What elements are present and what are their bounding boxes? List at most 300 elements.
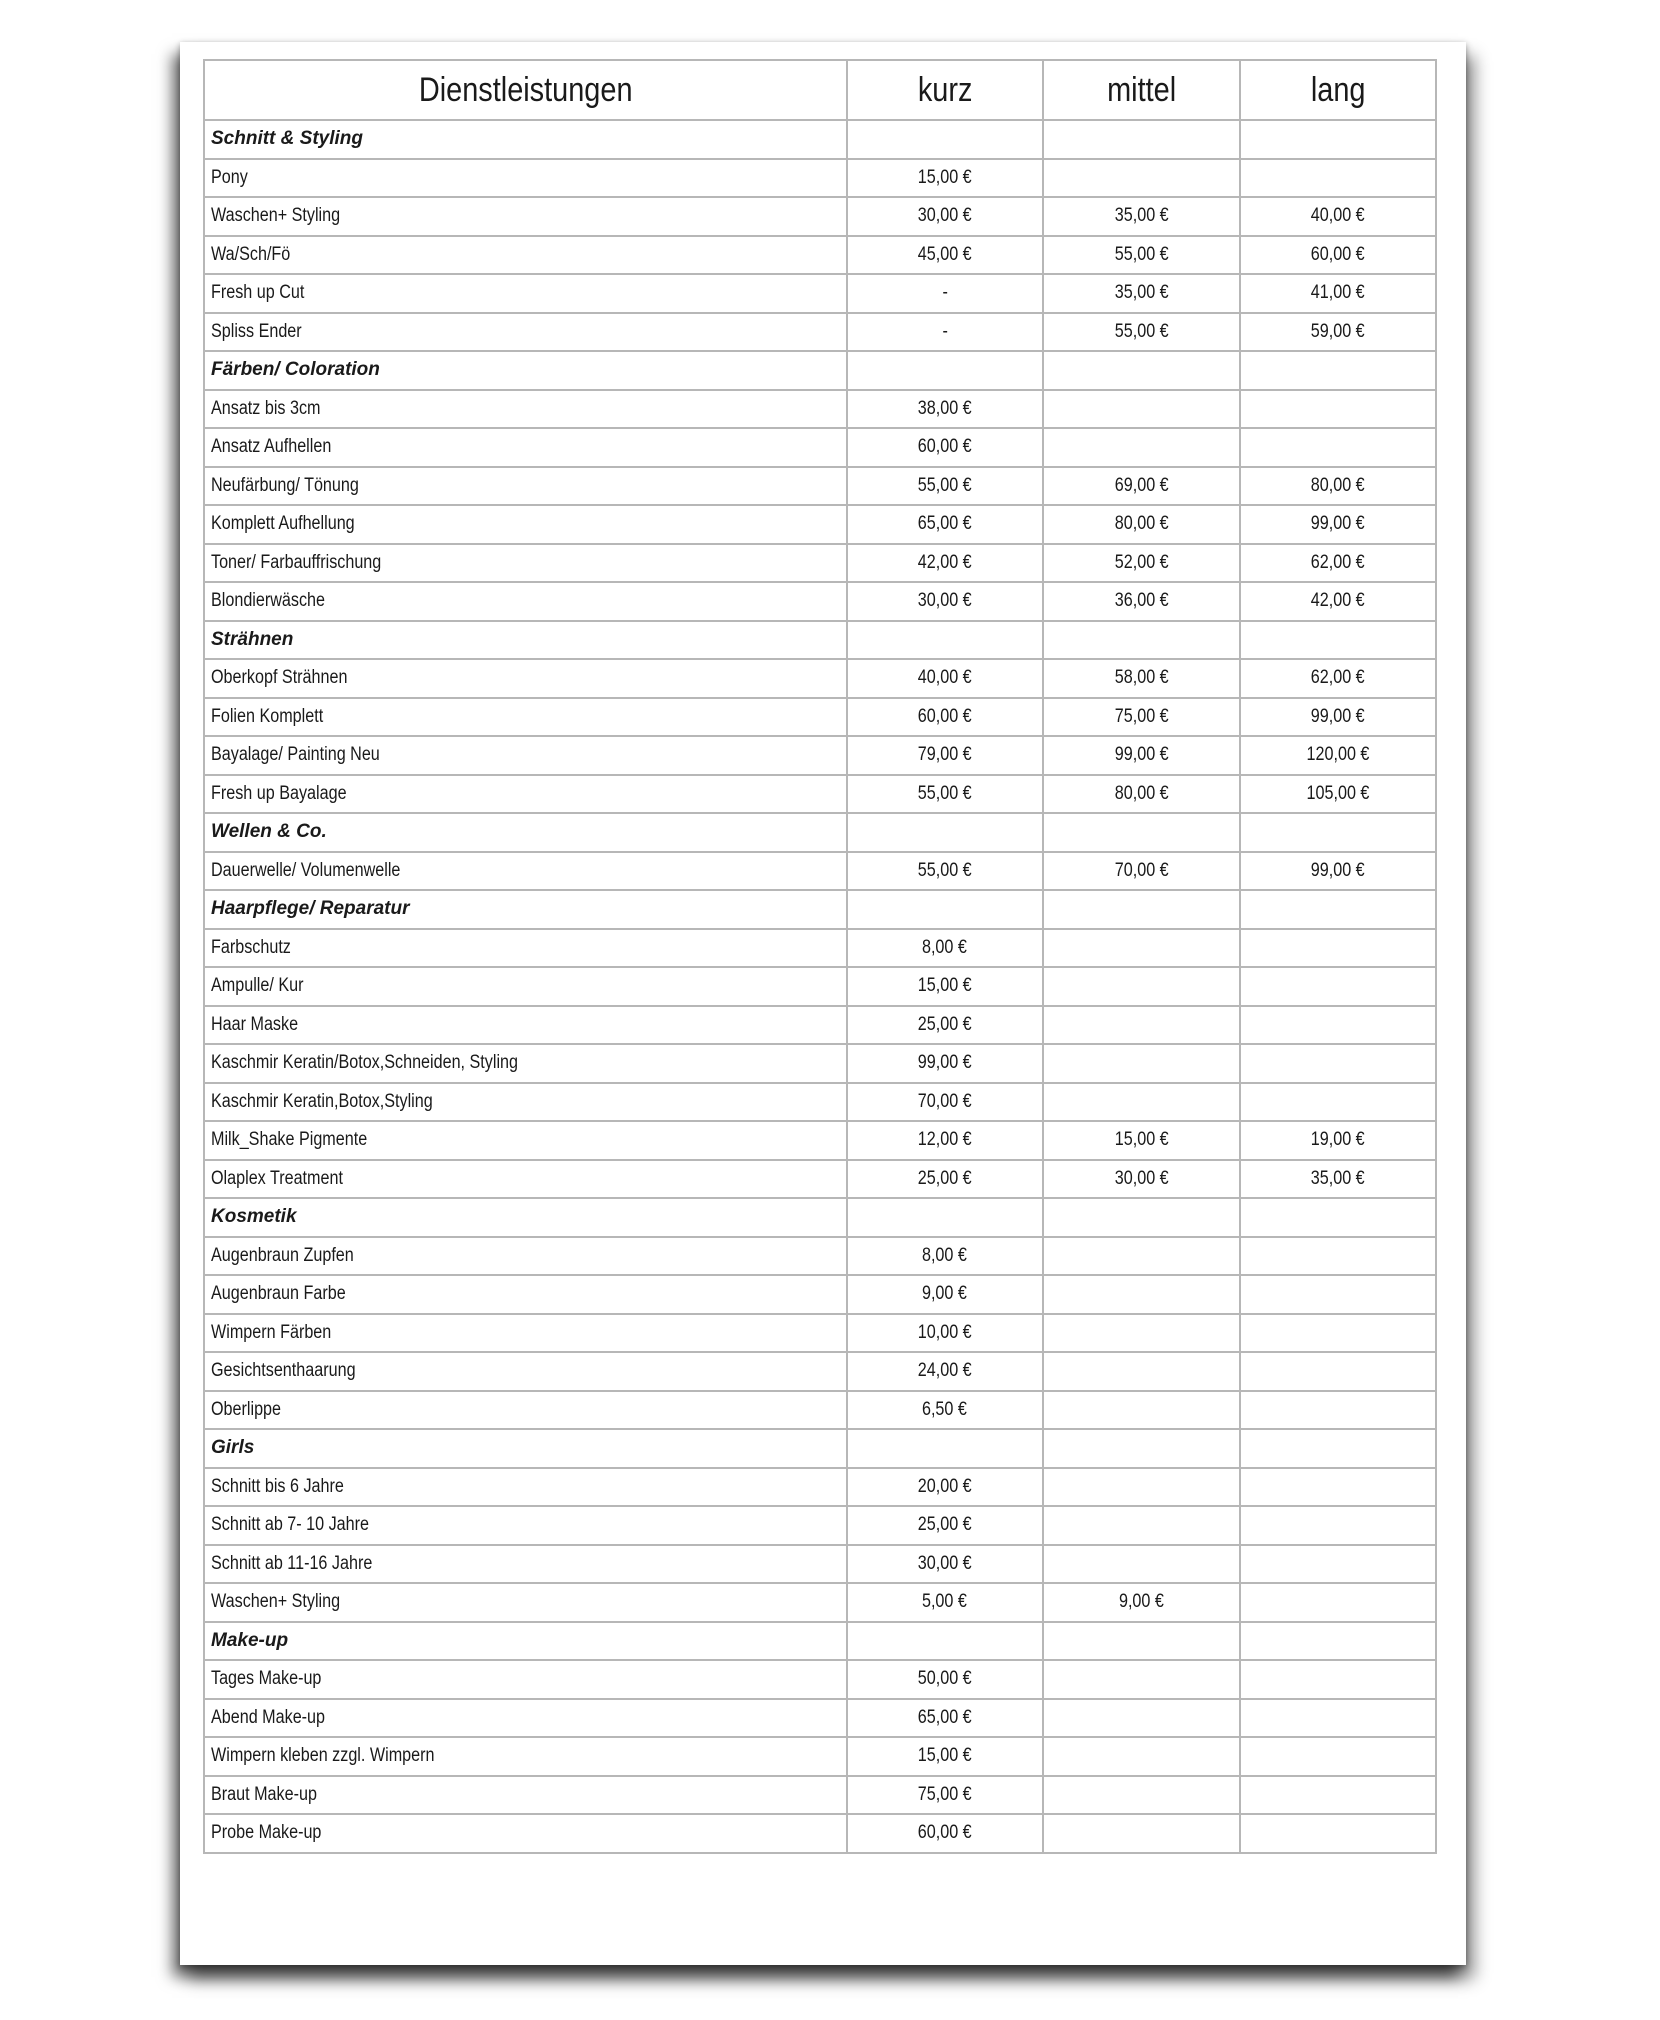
service-name (204, 698, 847, 737)
service-name (204, 1814, 847, 1853)
price-long (1240, 1506, 1436, 1545)
price-medium (1043, 1160, 1239, 1199)
price-long-text: 99,00 € (1310, 513, 1365, 535)
empty-cell (847, 621, 1043, 660)
header-services: Dienstleistungen (204, 60, 847, 120)
table-row (204, 505, 1436, 544)
price-long (1240, 236, 1436, 275)
price-medium (1043, 1776, 1239, 1815)
price-medium-text: 36,00 € (1114, 590, 1169, 612)
price-short (847, 775, 1043, 814)
section-header-row (204, 1198, 1436, 1237)
service-name-text: Olaplex Treatment (211, 1167, 343, 1189)
price-list-sheet (180, 42, 1466, 1965)
table-row (204, 467, 1436, 506)
price-long (1240, 159, 1436, 198)
price-short (847, 852, 1043, 891)
price-long (1240, 1083, 1436, 1122)
service-name-text: Augenbraun Farbe (211, 1283, 346, 1305)
price-short-text: 55,00 € (917, 859, 972, 881)
price-short-text: 25,00 € (917, 1167, 972, 1189)
table-row (204, 1737, 1436, 1776)
price-medium (1043, 274, 1239, 313)
price-long (1240, 1352, 1436, 1391)
service-name-text: Wimpern kleben zzgl. Wimpern (211, 1745, 435, 1767)
price-short-text: 75,00 € (917, 1783, 972, 1805)
price-short-text: 60,00 € (917, 436, 972, 458)
price-long (1240, 1237, 1436, 1276)
price-table-body (204, 120, 1436, 1853)
price-medium-text: 55,00 € (1114, 320, 1169, 342)
service-name-text: Folien Komplett (211, 705, 324, 727)
table-row (204, 967, 1436, 1006)
service-name-text: Neufärbung/ Tönung (211, 474, 359, 496)
table-row (204, 1545, 1436, 1584)
price-long (1240, 1699, 1436, 1738)
price-long (1240, 1814, 1436, 1853)
service-name-text: Ansatz Aufhellen (211, 436, 332, 458)
price-short (847, 236, 1043, 275)
service-name-text: Wimpern Färben (211, 1321, 332, 1343)
section-header-row (204, 351, 1436, 390)
service-name-text: Oberlippe (211, 1398, 282, 1420)
service-name-text: Schnitt ab 7- 10 Jahre (211, 1514, 370, 1536)
empty-cell (1240, 1429, 1436, 1468)
price-medium (1043, 1737, 1239, 1776)
table-row (204, 775, 1436, 814)
table-row (204, 1314, 1436, 1353)
price-short (847, 197, 1043, 236)
table-row (204, 1275, 1436, 1314)
table-row (204, 428, 1436, 467)
price-short-text: 10,00 € (917, 1321, 972, 1343)
price-short-text: 8,00 € (922, 936, 968, 958)
price-long-text: 99,00 € (1310, 859, 1365, 881)
price-short-text: 30,00 € (917, 1552, 972, 1574)
price-short-text: 8,00 € (922, 1244, 968, 1266)
empty-cell (1043, 621, 1239, 660)
price-medium (1043, 428, 1239, 467)
service-name-text: Gesichtsenthaarung (211, 1360, 356, 1382)
price-long-text: 62,00 € (1310, 551, 1365, 573)
service-name-text: Bayalage/ Painting Neu (211, 744, 380, 766)
price-short-text: - (942, 320, 948, 342)
price-long (1240, 467, 1436, 506)
price-short (847, 1006, 1043, 1045)
price-medium-text: 70,00 € (1114, 859, 1169, 881)
section-title: Schnitt & Styling (204, 120, 847, 159)
table-row (204, 582, 1436, 621)
section-title: Kosmetik (204, 1198, 847, 1237)
price-medium-text: 52,00 € (1114, 551, 1169, 573)
price-short (847, 313, 1043, 352)
price-medium (1043, 1083, 1239, 1122)
table-row (204, 736, 1436, 775)
price-short (847, 1352, 1043, 1391)
price-short-text: 6,50 € (922, 1398, 968, 1420)
price-table (203, 59, 1437, 1854)
service-name (204, 1468, 847, 1507)
price-long (1240, 1044, 1436, 1083)
price-short-text: 55,00 € (917, 782, 972, 804)
service-name-text: Ampulle/ Kur (211, 975, 304, 997)
price-medium (1043, 159, 1239, 198)
price-long (1240, 1545, 1436, 1584)
price-short (847, 1545, 1043, 1584)
price-short-text: 70,00 € (917, 1090, 972, 1112)
price-short-text: 99,00 € (917, 1052, 972, 1074)
table-row (204, 274, 1436, 313)
price-long (1240, 274, 1436, 313)
table-row (204, 544, 1436, 583)
price-long (1240, 544, 1436, 583)
service-name (204, 197, 847, 236)
service-name (204, 505, 847, 544)
price-short-text: 65,00 € (917, 513, 972, 535)
service-name (204, 736, 847, 775)
price-medium (1043, 1506, 1239, 1545)
price-medium (1043, 236, 1239, 275)
service-name (204, 1275, 847, 1314)
service-name (204, 929, 847, 968)
price-medium (1043, 197, 1239, 236)
price-long-text: 120,00 € (1306, 744, 1370, 766)
service-name-text: Blondierwäsche (211, 590, 326, 612)
price-long (1240, 428, 1436, 467)
section-header-row (204, 1622, 1436, 1661)
table-row (204, 852, 1436, 891)
price-short (847, 274, 1043, 313)
service-name-text: Oberkopf Strähnen (211, 667, 348, 689)
price-long (1240, 1160, 1436, 1199)
price-long-text: 59,00 € (1310, 320, 1365, 342)
price-medium (1043, 313, 1239, 352)
price-medium (1043, 659, 1239, 698)
service-name (204, 159, 847, 198)
empty-cell (1240, 1622, 1436, 1661)
price-short (847, 1737, 1043, 1776)
header-medium: mittel (1043, 60, 1239, 120)
table-row (204, 1776, 1436, 1815)
service-name (204, 467, 847, 506)
section-title: Wellen & Co. (204, 813, 847, 852)
header-long: lang (1240, 60, 1436, 120)
price-long (1240, 1314, 1436, 1353)
price-medium (1043, 390, 1239, 429)
table-row (204, 390, 1436, 429)
service-name-text: Waschen+ Styling (211, 1591, 341, 1613)
price-short-text: 15,00 € (917, 166, 972, 188)
section-title: Make-up (204, 1622, 847, 1661)
service-name-text: Spliss Ender (211, 320, 302, 342)
service-name-text: Ansatz bis 3cm (211, 397, 321, 419)
service-name-text: Fresh up Bayalage (211, 782, 347, 804)
price-short-text: 20,00 € (917, 1475, 972, 1497)
price-medium-text: 69,00 € (1114, 474, 1169, 496)
price-short-text: 25,00 € (917, 1514, 972, 1536)
price-short (847, 1660, 1043, 1699)
table-row (204, 1699, 1436, 1738)
service-name (204, 1737, 847, 1776)
price-short-text: 65,00 € (917, 1706, 972, 1728)
service-name (204, 1352, 847, 1391)
price-long (1240, 1660, 1436, 1699)
table-row (204, 197, 1436, 236)
service-name (204, 1583, 847, 1622)
empty-cell (847, 1622, 1043, 1661)
table-row (204, 159, 1436, 198)
service-name-text: Pony (211, 166, 248, 188)
empty-cell (1240, 120, 1436, 159)
table-row (204, 1237, 1436, 1276)
price-long-text: 80,00 € (1310, 474, 1365, 496)
price-short-text: 38,00 € (917, 397, 972, 419)
price-short-text: 40,00 € (917, 667, 972, 689)
table-row (204, 929, 1436, 968)
price-short (847, 1275, 1043, 1314)
price-short (847, 390, 1043, 429)
empty-cell (847, 890, 1043, 929)
price-medium (1043, 1468, 1239, 1507)
price-medium (1043, 1660, 1239, 1699)
service-name (204, 1006, 847, 1045)
service-name-text: Milk_Shake Pigmente (211, 1129, 368, 1151)
price-long (1240, 197, 1436, 236)
service-name-text: Waschen+ Styling (211, 205, 341, 227)
price-medium-text: 35,00 € (1114, 282, 1169, 304)
service-name (204, 582, 847, 621)
service-name (204, 967, 847, 1006)
service-name (204, 274, 847, 313)
service-name-text: Dauerwelle/ Volumenwelle (211, 859, 401, 881)
service-name (204, 390, 847, 429)
section-title: Haarpflege/ Reparatur (204, 890, 847, 929)
price-short (847, 159, 1043, 198)
table-row (204, 1121, 1436, 1160)
empty-cell (847, 1198, 1043, 1237)
price-long (1240, 390, 1436, 429)
service-name-text: Probe Make-up (211, 1822, 322, 1844)
price-medium (1043, 1352, 1239, 1391)
service-name (204, 1314, 847, 1353)
price-short (847, 1083, 1043, 1122)
price-short (847, 1391, 1043, 1430)
price-long-text: 99,00 € (1310, 705, 1365, 727)
price-long-text: 60,00 € (1310, 243, 1365, 265)
price-short (847, 544, 1043, 583)
service-name-text: Komplett Aufhellung (211, 513, 355, 535)
price-short (847, 1468, 1043, 1507)
table-row (204, 1044, 1436, 1083)
service-name (204, 1121, 847, 1160)
section-title: Girls (204, 1429, 847, 1468)
service-name (204, 544, 847, 583)
service-name (204, 1776, 847, 1815)
price-long (1240, 967, 1436, 1006)
price-long-text: 62,00 € (1310, 667, 1365, 689)
table-row (204, 1583, 1436, 1622)
empty-cell (1240, 621, 1436, 660)
price-long (1240, 1006, 1436, 1045)
table-row (204, 1660, 1436, 1699)
empty-cell (847, 351, 1043, 390)
price-medium (1043, 1044, 1239, 1083)
service-name (204, 775, 847, 814)
price-short-text: 15,00 € (917, 1745, 972, 1767)
table-row (204, 1006, 1436, 1045)
table-row (204, 313, 1436, 352)
price-long (1240, 698, 1436, 737)
header-short: kurz (847, 60, 1043, 120)
service-name-text: Kaschmir Keratin,Botox,Styling (211, 1090, 433, 1112)
service-name-text: Abend Make-up (211, 1706, 326, 1728)
price-short (847, 582, 1043, 621)
price-medium-text: 58,00 € (1114, 667, 1169, 689)
price-long-text: 105,00 € (1306, 782, 1370, 804)
section-title: Färben/ Coloration (204, 351, 847, 390)
price-medium (1043, 775, 1239, 814)
service-name (204, 1660, 847, 1699)
service-name (204, 659, 847, 698)
price-long (1240, 582, 1436, 621)
price-short-text: 60,00 € (917, 705, 972, 727)
empty-cell (847, 120, 1043, 159)
section-title: Strähnen (204, 621, 847, 660)
service-name-text: Tages Make-up (211, 1668, 322, 1690)
service-name-text: Braut Make-up (211, 1783, 317, 1805)
price-medium (1043, 1237, 1239, 1276)
price-long-text: 42,00 € (1310, 590, 1365, 612)
price-medium (1043, 1121, 1239, 1160)
service-name (204, 428, 847, 467)
price-long (1240, 1121, 1436, 1160)
price-medium (1043, 852, 1239, 891)
section-header-row (204, 813, 1436, 852)
price-medium-text: 99,00 € (1114, 744, 1169, 766)
price-short-text: 60,00 € (917, 1822, 972, 1844)
price-short-text: 25,00 € (917, 1013, 972, 1035)
price-long (1240, 1468, 1436, 1507)
price-short (847, 698, 1043, 737)
price-short-text: 9,00 € (922, 1283, 968, 1305)
service-name (204, 852, 847, 891)
empty-cell (1043, 813, 1239, 852)
table-row (204, 1160, 1436, 1199)
price-medium (1043, 929, 1239, 968)
empty-cell (1240, 890, 1436, 929)
service-name-text: Toner/ Farbauffrischung (211, 551, 382, 573)
price-long (1240, 1391, 1436, 1430)
table-row (204, 1352, 1436, 1391)
service-name (204, 1237, 847, 1276)
price-medium (1043, 698, 1239, 737)
price-short (847, 1699, 1043, 1738)
service-name (204, 1506, 847, 1545)
price-medium (1043, 467, 1239, 506)
service-name-text: Farbschutz (211, 936, 291, 958)
price-long (1240, 505, 1436, 544)
table-row (204, 1468, 1436, 1507)
service-name (204, 1391, 847, 1430)
service-name (204, 1699, 847, 1738)
price-short (847, 1044, 1043, 1083)
price-short (847, 1160, 1043, 1199)
price-long (1240, 775, 1436, 814)
price-medium-text: 9,00 € (1118, 1591, 1164, 1613)
price-long (1240, 736, 1436, 775)
price-medium (1043, 1314, 1239, 1353)
price-medium (1043, 544, 1239, 583)
service-name (204, 1545, 847, 1584)
price-short-text: 55,00 € (917, 474, 972, 496)
price-medium (1043, 1391, 1239, 1430)
service-name-text: Schnitt bis 6 Jahre (211, 1475, 344, 1497)
price-medium-text: 55,00 € (1114, 243, 1169, 265)
price-long-text: 19,00 € (1310, 1129, 1365, 1151)
price-medium (1043, 1814, 1239, 1853)
service-name (204, 1083, 847, 1122)
price-short-text: 50,00 € (917, 1668, 972, 1690)
service-name-text: Wa/Sch/Fö (211, 243, 291, 265)
service-name (204, 236, 847, 275)
price-short (847, 736, 1043, 775)
price-medium (1043, 1545, 1239, 1584)
empty-cell (847, 1429, 1043, 1468)
price-short (847, 428, 1043, 467)
price-short-text: 12,00 € (917, 1129, 972, 1151)
price-short-text: 30,00 € (917, 205, 972, 227)
price-medium-text: 80,00 € (1114, 782, 1169, 804)
price-short (847, 1314, 1043, 1353)
price-long (1240, 1776, 1436, 1815)
price-short-text: 30,00 € (917, 590, 972, 612)
price-medium (1043, 1006, 1239, 1045)
price-long (1240, 1583, 1436, 1622)
table-row (204, 236, 1436, 275)
price-long (1240, 1737, 1436, 1776)
empty-cell (1240, 1198, 1436, 1237)
price-long (1240, 313, 1436, 352)
price-medium (1043, 582, 1239, 621)
price-medium-text: 80,00 € (1114, 513, 1169, 535)
price-short-text: 5,00 € (922, 1591, 968, 1613)
price-short-text: 15,00 € (917, 975, 972, 997)
empty-cell (1240, 813, 1436, 852)
price-long (1240, 852, 1436, 891)
table-row (204, 1391, 1436, 1430)
empty-cell (1043, 1429, 1239, 1468)
service-name (204, 313, 847, 352)
section-header-row (204, 621, 1436, 660)
price-medium (1043, 1699, 1239, 1738)
price-short (847, 467, 1043, 506)
empty-cell (1043, 351, 1239, 390)
price-short (847, 1776, 1043, 1815)
table-row (204, 698, 1436, 737)
price-short-text: 79,00 € (917, 744, 972, 766)
section-header-row (204, 120, 1436, 159)
service-name-text: Augenbraun Zupfen (211, 1244, 354, 1266)
price-medium (1043, 1583, 1239, 1622)
price-medium (1043, 736, 1239, 775)
price-short (847, 1121, 1043, 1160)
price-long-text: 40,00 € (1310, 205, 1365, 227)
price-short-text: 42,00 € (917, 551, 972, 573)
price-long (1240, 1275, 1436, 1314)
service-name-text: Schnitt ab 11-16 Jahre (211, 1552, 373, 1574)
empty-cell (847, 813, 1043, 852)
price-long-text: 41,00 € (1310, 282, 1365, 304)
